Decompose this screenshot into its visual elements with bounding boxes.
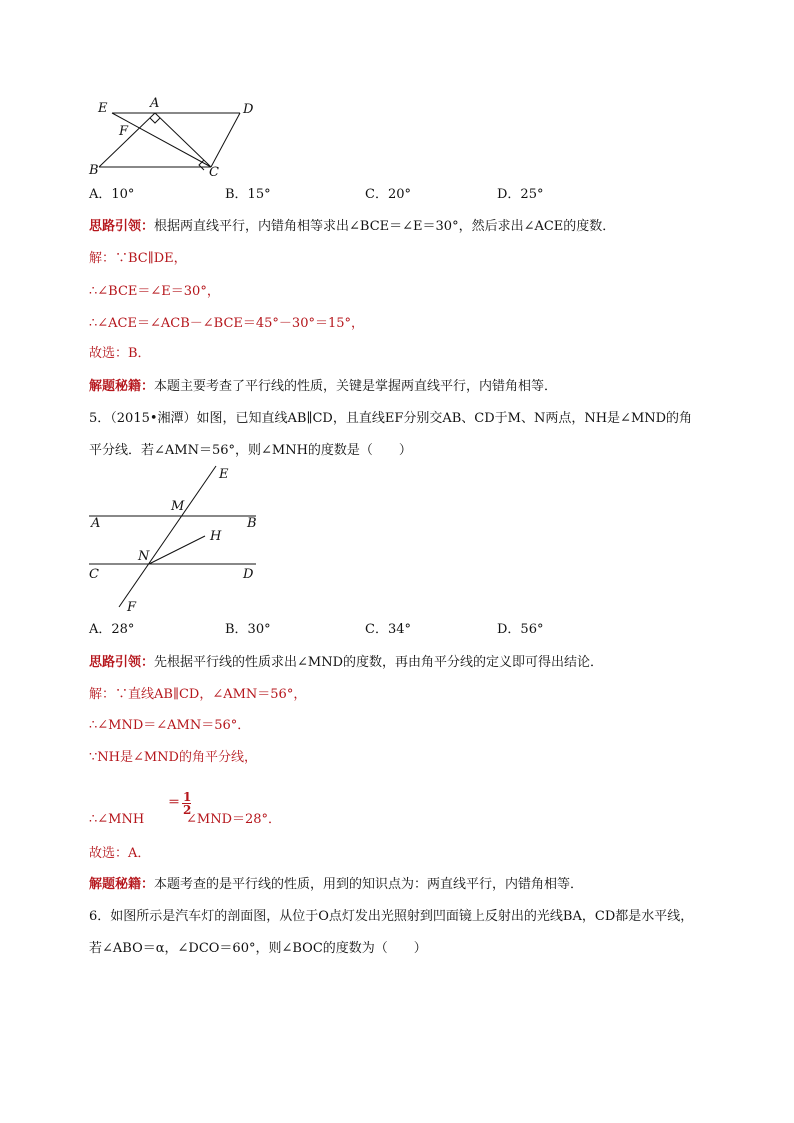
- q5-step-4b: ∠MND＝28°．: [186, 812, 282, 827]
- q4-option-b: B．15°: [225, 187, 271, 202]
- q5-answer: 故选：A．: [89, 846, 151, 861]
- q5-frac-den: 2: [183, 803, 192, 817]
- label-E: E: [98, 101, 108, 116]
- q5-hint-text: 先根据平行线的性质求出∠MND的度数，再由角平分线的定义即可得出结论．: [154, 655, 604, 670]
- q5-frac-num: 1: [183, 790, 192, 804]
- label-N: N: [138, 549, 150, 564]
- line-NH: [149, 536, 205, 564]
- q5-step-2: ∴∠MND＝∠AMN＝56°．: [89, 718, 251, 733]
- label-M: M: [171, 499, 185, 514]
- q5-stem-1: 5．（2015•湘潭）如图，已知直线AB∥CD，且直线EF分别交AB、CD于M、N两点，NH是∠MND的角: [89, 411, 693, 426]
- q5-option-d: D．56°: [497, 622, 544, 637]
- q4-secret-text: 本题主要考查了平行线的性质，关键是掌握两直线平行，内错角相等．: [154, 379, 558, 394]
- label-F: F: [119, 124, 129, 139]
- q5-secret-text: 本题考查的是平行线的性质，用到的知识点为：两直线平行，内错角相等．: [154, 877, 584, 892]
- q4-option-c: C．20°: [365, 187, 411, 202]
- q5-hint: [89, 654, 603, 672]
- q4-step-2: ∴∠BCE＝∠E＝30°，: [89, 284, 220, 299]
- q5-hint-label: 思路引领：: [89, 655, 155, 670]
- q5-stem-2: 平分线．若∠AMN＝56°，则∠MNH的度数是（ ）: [89, 443, 412, 458]
- q4-answer: 故选：B．: [89, 346, 151, 361]
- label-D: D: [243, 102, 254, 117]
- q5-equals: ＝: [168, 795, 181, 809]
- q6-stem-2: 若∠ABO＝α，∠DCO＝60°，则∠BOC的度数为（ ）: [89, 941, 427, 956]
- label-F2: F: [127, 600, 137, 615]
- q5-option-c: C．34°: [365, 622, 411, 637]
- q5-step-3: ∵NH是∠MND的角平分线，: [89, 750, 257, 765]
- q4-step-1: 解：∵BC∥DE，: [89, 251, 187, 266]
- q4-hint-label: 思路引领：: [89, 219, 155, 234]
- q4-option-d: D．25°: [497, 187, 544, 202]
- label-E2: E: [219, 467, 229, 482]
- line-EF: [119, 466, 216, 607]
- q5-step-4a: ∴∠MNH: [89, 812, 145, 827]
- q4-step-3: ∴∠ACE＝∠ACB－∠BCE＝45°－30°＝15°，: [89, 316, 365, 331]
- q5-option-b: B．30°: [225, 622, 271, 637]
- q5-secret: [89, 876, 583, 894]
- q6-stem-1: 6．如图所示是汽车灯的剖面图，从位于O点灯发出光照射到凹面镜上反射出的光线BA，CD都是水平线，: [89, 909, 694, 924]
- label-H: H: [210, 529, 222, 544]
- label-B2: B: [247, 516, 257, 531]
- label-A: A: [150, 96, 160, 111]
- label-C: C: [209, 165, 219, 180]
- label-A2: A: [91, 516, 101, 531]
- q5-secret-label: 解题秘籍：: [89, 877, 155, 892]
- q5-step-1: 解：∵直线AB∥CD，∠AMN＝56°，: [89, 687, 307, 702]
- label-D2: D: [243, 567, 254, 582]
- q4-hint-text: 根据两直线平行，内错角相等求出∠BCE＝∠E＝30°，然后求出∠ACE的度数．: [154, 219, 616, 234]
- q4-option-a: A．10°: [89, 187, 135, 202]
- label-B: B: [89, 163, 99, 178]
- label-C2: C: [89, 567, 99, 582]
- q5-option-a: A．28°: [89, 622, 135, 637]
- q4-secret-label: 解题秘籍：: [89, 379, 155, 394]
